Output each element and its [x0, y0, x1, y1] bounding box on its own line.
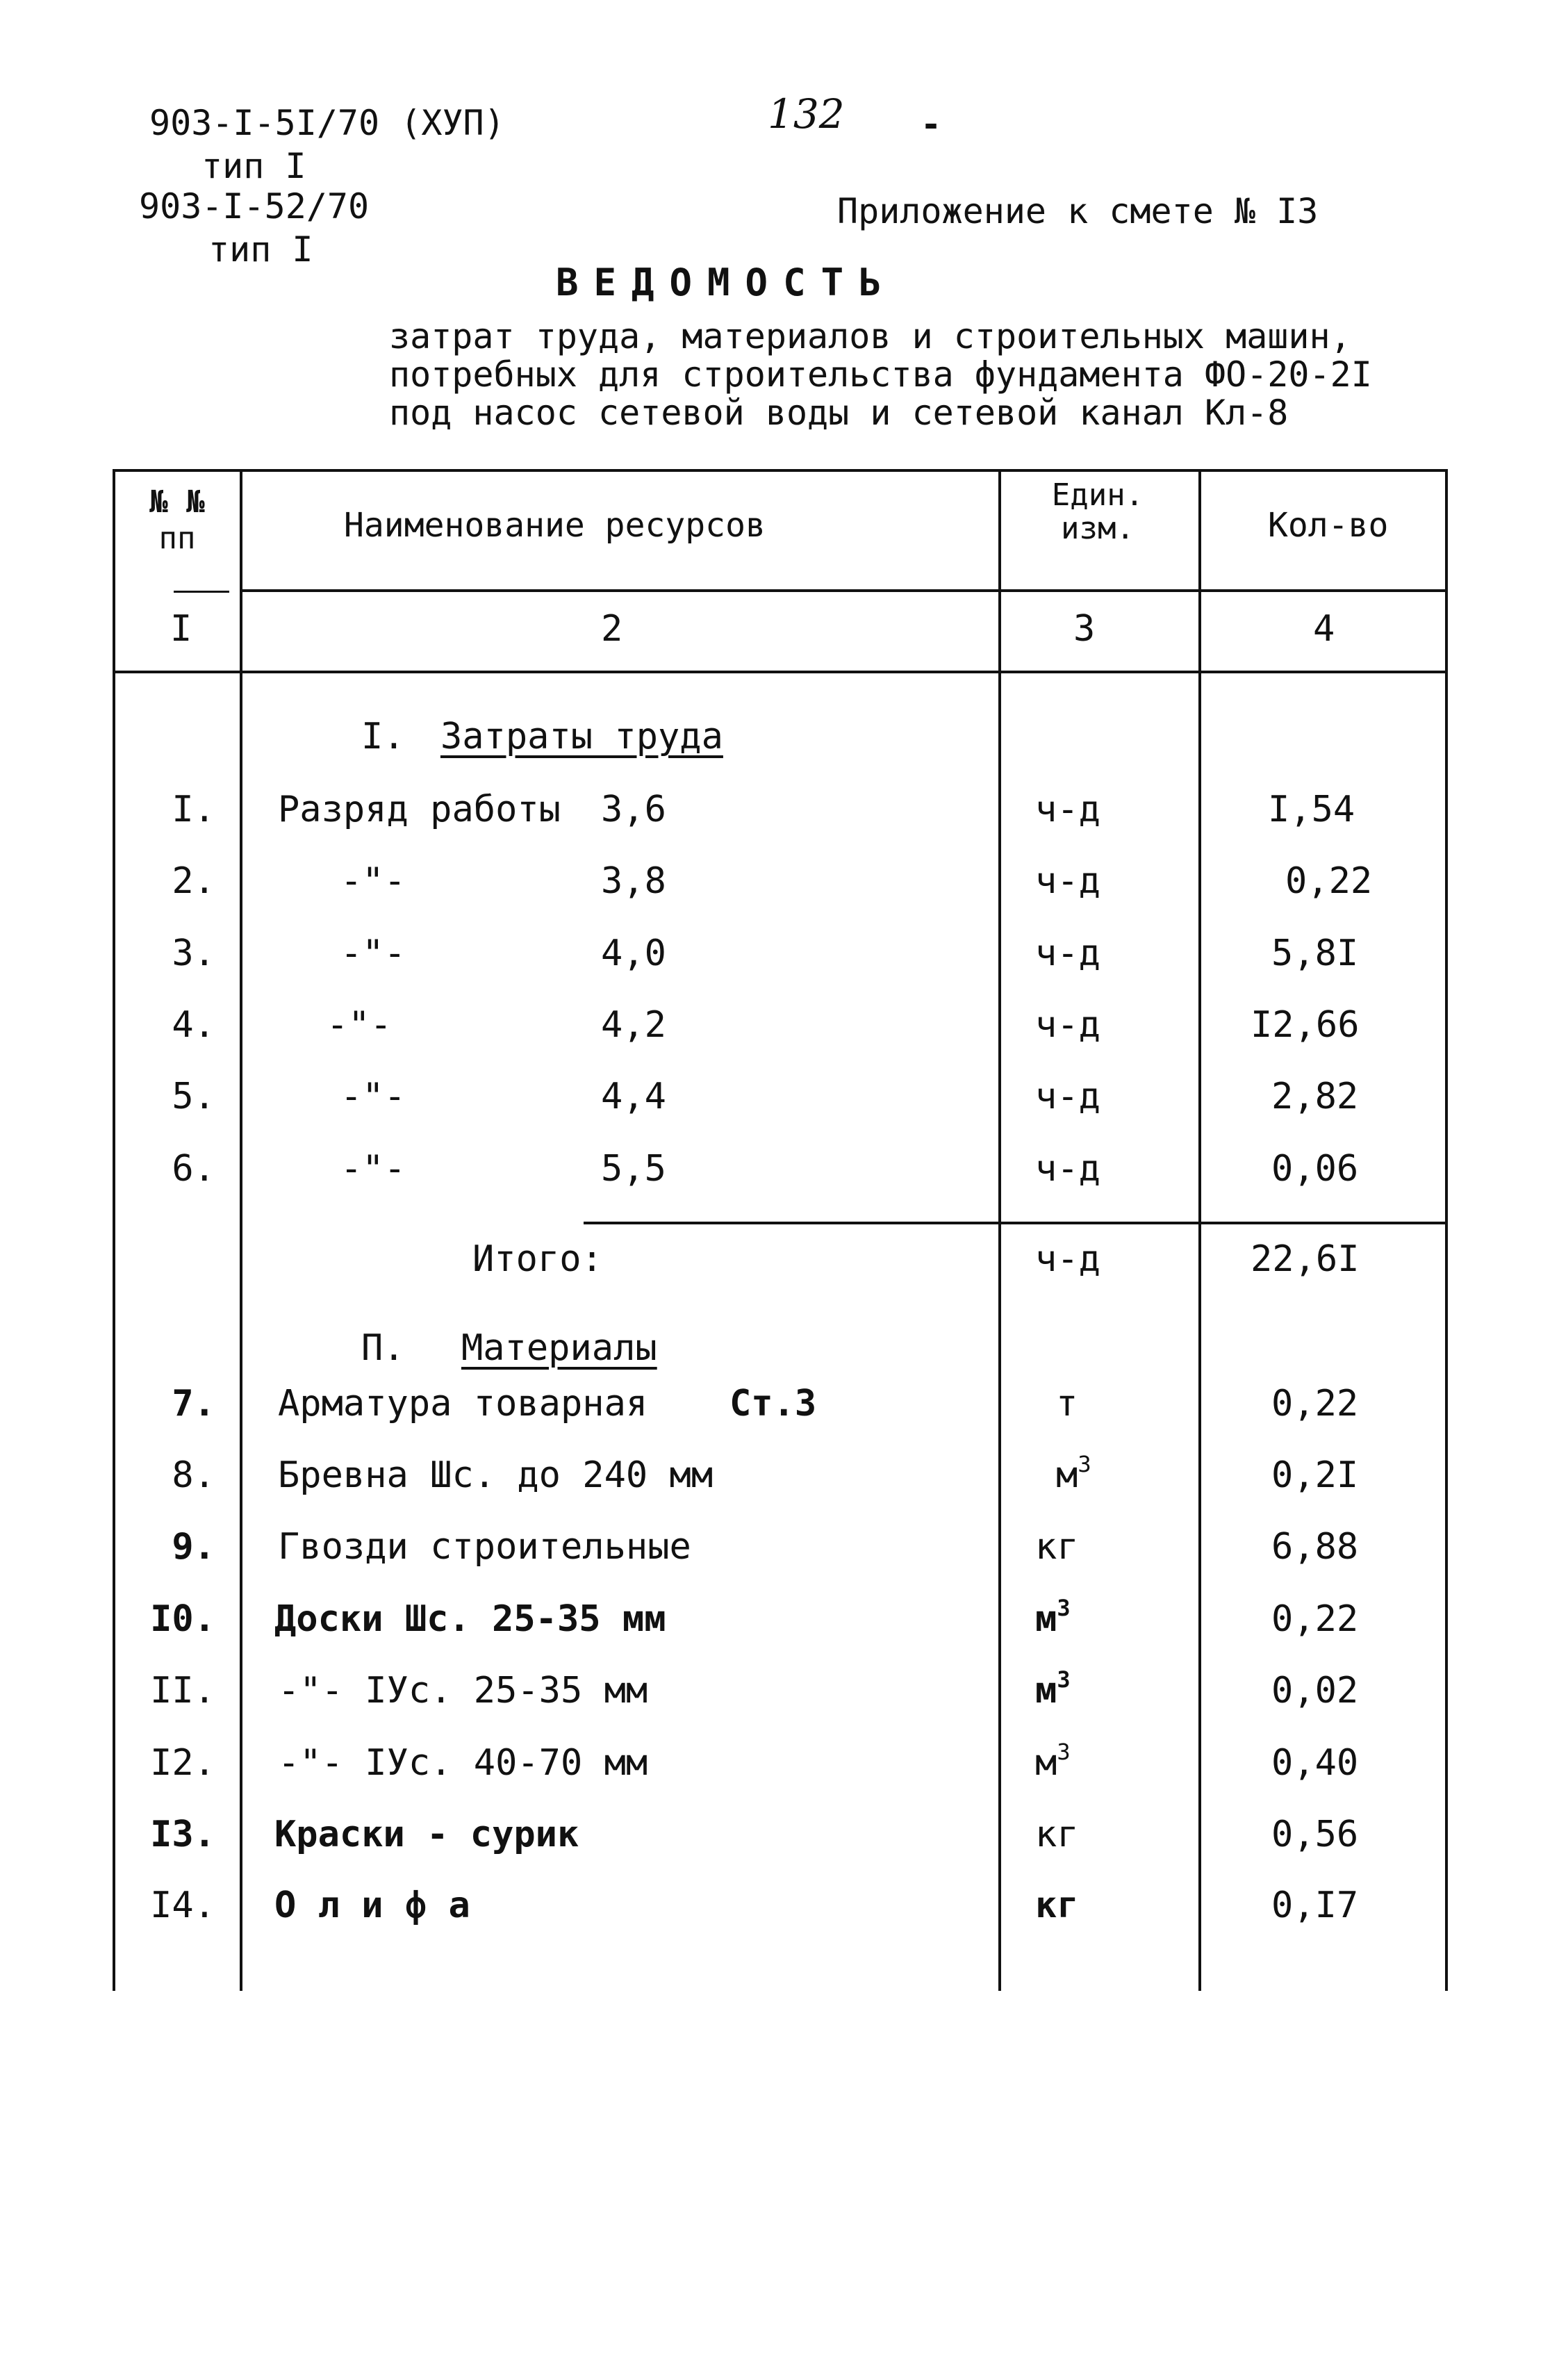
- total-quantity: 22,6I: [1251, 1238, 1360, 1280]
- quantity: 0,56: [1271, 1814, 1359, 1855]
- row-number: II.: [150, 1670, 215, 1712]
- col-divider-2: [998, 469, 1001, 1991]
- quantity: 0,22: [1271, 1598, 1359, 1640]
- row-number: I.: [172, 789, 215, 830]
- quantity: I2,66: [1251, 1004, 1360, 1046]
- ditto-mark: -"-: [340, 1076, 406, 1117]
- row-number: 5.: [172, 1076, 215, 1117]
- section-1-title: Затраты труда: [440, 716, 723, 757]
- resource-name: -"- IУс. 40-70 мм: [278, 1742, 648, 1784]
- ditto-mark: -"-: [340, 860, 406, 902]
- unit: ч-д: [1035, 1148, 1100, 1190]
- unit: ч-д: [1035, 789, 1100, 830]
- quantity: 0,06: [1271, 1148, 1359, 1190]
- unit: т: [1056, 1383, 1078, 1425]
- work-grade: 4,2: [601, 1004, 666, 1046]
- row-number: I4.: [150, 1885, 215, 1926]
- resource-name: Разряд работы: [278, 789, 561, 830]
- col-divider-1: [240, 469, 242, 1991]
- section-2-heading: [361, 1327, 657, 1369]
- project-type-1: тип I: [201, 146, 306, 186]
- resource-name: Краски - сурик: [274, 1814, 579, 1855]
- quantity: 0,22: [1285, 860, 1373, 902]
- unit: кг: [1035, 1885, 1079, 1926]
- quantity: I,54: [1268, 789, 1355, 830]
- unit: ч-д: [1035, 1004, 1100, 1046]
- resource-name: Доски Шс. 25-35 мм: [274, 1598, 666, 1640]
- row-number: 9.: [172, 1526, 215, 1568]
- section-2-number: П.: [361, 1327, 405, 1369]
- section-2-title: Материалы: [461, 1327, 657, 1369]
- row-number: 6.: [172, 1148, 215, 1190]
- ditto-mark: -"-: [340, 933, 406, 974]
- resource-name: Бревна Шс. до 240 мм: [278, 1454, 713, 1496]
- resource-name: О л и ф а: [274, 1885, 470, 1926]
- document-title: ВЕДОМОСТЬ: [556, 261, 897, 304]
- unit: кг: [1035, 1814, 1079, 1855]
- work-grade: 3,8: [601, 860, 666, 902]
- table-top-border: [113, 469, 1446, 472]
- subtitle-line-2: потребных для строительства фундамента ФО-20-2I: [389, 354, 1372, 395]
- appendix-label: Приложение к смете № I3: [837, 191, 1319, 231]
- quantity: 6,88: [1271, 1526, 1359, 1568]
- colnum-2: 2: [601, 608, 623, 650]
- header-num-line-1: № №: [149, 484, 205, 520]
- colnum-bottom-border: [113, 671, 1446, 673]
- row-number: 8.: [172, 1454, 215, 1496]
- row-number: I3.: [150, 1814, 215, 1855]
- project-code-1: 903-I-5I/70 (ХУП): [149, 103, 505, 143]
- header-quantity: Кол-во: [1268, 506, 1389, 545]
- quantity: 2,82: [1271, 1076, 1359, 1117]
- ditto-mark: -"-: [340, 1148, 406, 1190]
- total-top-border: [584, 1222, 1446, 1224]
- col-divider-3: [1198, 469, 1201, 1991]
- unit: ч-д: [1035, 860, 1100, 902]
- subtitle-line-3: под насос сетевой воды и сетевой канал Кл-8: [389, 393, 1289, 433]
- row-number: 4.: [172, 1004, 215, 1046]
- header-dash-mark: [174, 591, 229, 593]
- subtitle-line-1: затрат труда, материалов и строительных машин,: [389, 316, 1351, 356]
- quantity: 0,40: [1271, 1742, 1359, 1784]
- unit: ч-д: [1035, 933, 1100, 974]
- page-dash: -: [921, 104, 942, 145]
- quantity: 0,22: [1271, 1383, 1359, 1425]
- unit: $м^3$: [1035, 1595, 1071, 1640]
- work-grade: 4,4: [601, 1076, 666, 1117]
- ditto-mark: -"-: [327, 1004, 392, 1046]
- unit: ч-д: [1035, 1076, 1100, 1117]
- quantity: 5,8I: [1271, 933, 1359, 974]
- project-type-2: тип I: [208, 229, 313, 270]
- row-number: 7.: [172, 1383, 215, 1425]
- resource-name: -"- IУс. 25-35 мм: [278, 1670, 648, 1712]
- quantity: 0,2I: [1271, 1454, 1359, 1496]
- row-number: 3.: [172, 933, 215, 974]
- header-unit-line-1: Един.: [1051, 477, 1144, 513]
- colnum-1: I: [170, 608, 192, 650]
- header-unit-line-2: изм.: [1061, 511, 1135, 546]
- resource-name: Гвозди строительные: [278, 1526, 691, 1568]
- colnum-3: 3: [1073, 608, 1096, 650]
- steel-grade: Ст.3: [729, 1383, 817, 1425]
- section-1-number: I.: [361, 716, 405, 757]
- table-left-border: [113, 469, 115, 1991]
- table-right-border: [1445, 469, 1448, 1991]
- unit: кг: [1035, 1526, 1079, 1568]
- unit: $м^3$: [1035, 1666, 1071, 1712]
- header-bottom-border: [240, 589, 1446, 592]
- project-code-2: 903-I-52/70: [139, 186, 370, 227]
- row-number: I0.: [150, 1598, 215, 1640]
- section-1-heading: [361, 716, 723, 757]
- unit: $м^3$: [1056, 1451, 1091, 1496]
- resource-name: Арматура товарная: [278, 1383, 648, 1425]
- header-resource-name: Наименование ресурсов: [344, 506, 766, 545]
- row-number: 2.: [172, 860, 215, 902]
- page-number: 132: [768, 90, 845, 138]
- total-label: Итого:: [472, 1238, 603, 1280]
- work-grade: 3,6: [601, 789, 666, 830]
- total-unit: ч-д: [1035, 1238, 1100, 1280]
- work-grade: 5,5: [601, 1148, 666, 1190]
- header-num-line-2: пп: [158, 520, 196, 556]
- colnum-4: 4: [1313, 608, 1335, 650]
- quantity: 0,I7: [1271, 1885, 1359, 1926]
- row-number: I2.: [150, 1742, 215, 1784]
- quantity: 0,02: [1271, 1670, 1359, 1712]
- work-grade: 4,0: [601, 933, 666, 974]
- unit: $м^3$: [1035, 1739, 1071, 1784]
